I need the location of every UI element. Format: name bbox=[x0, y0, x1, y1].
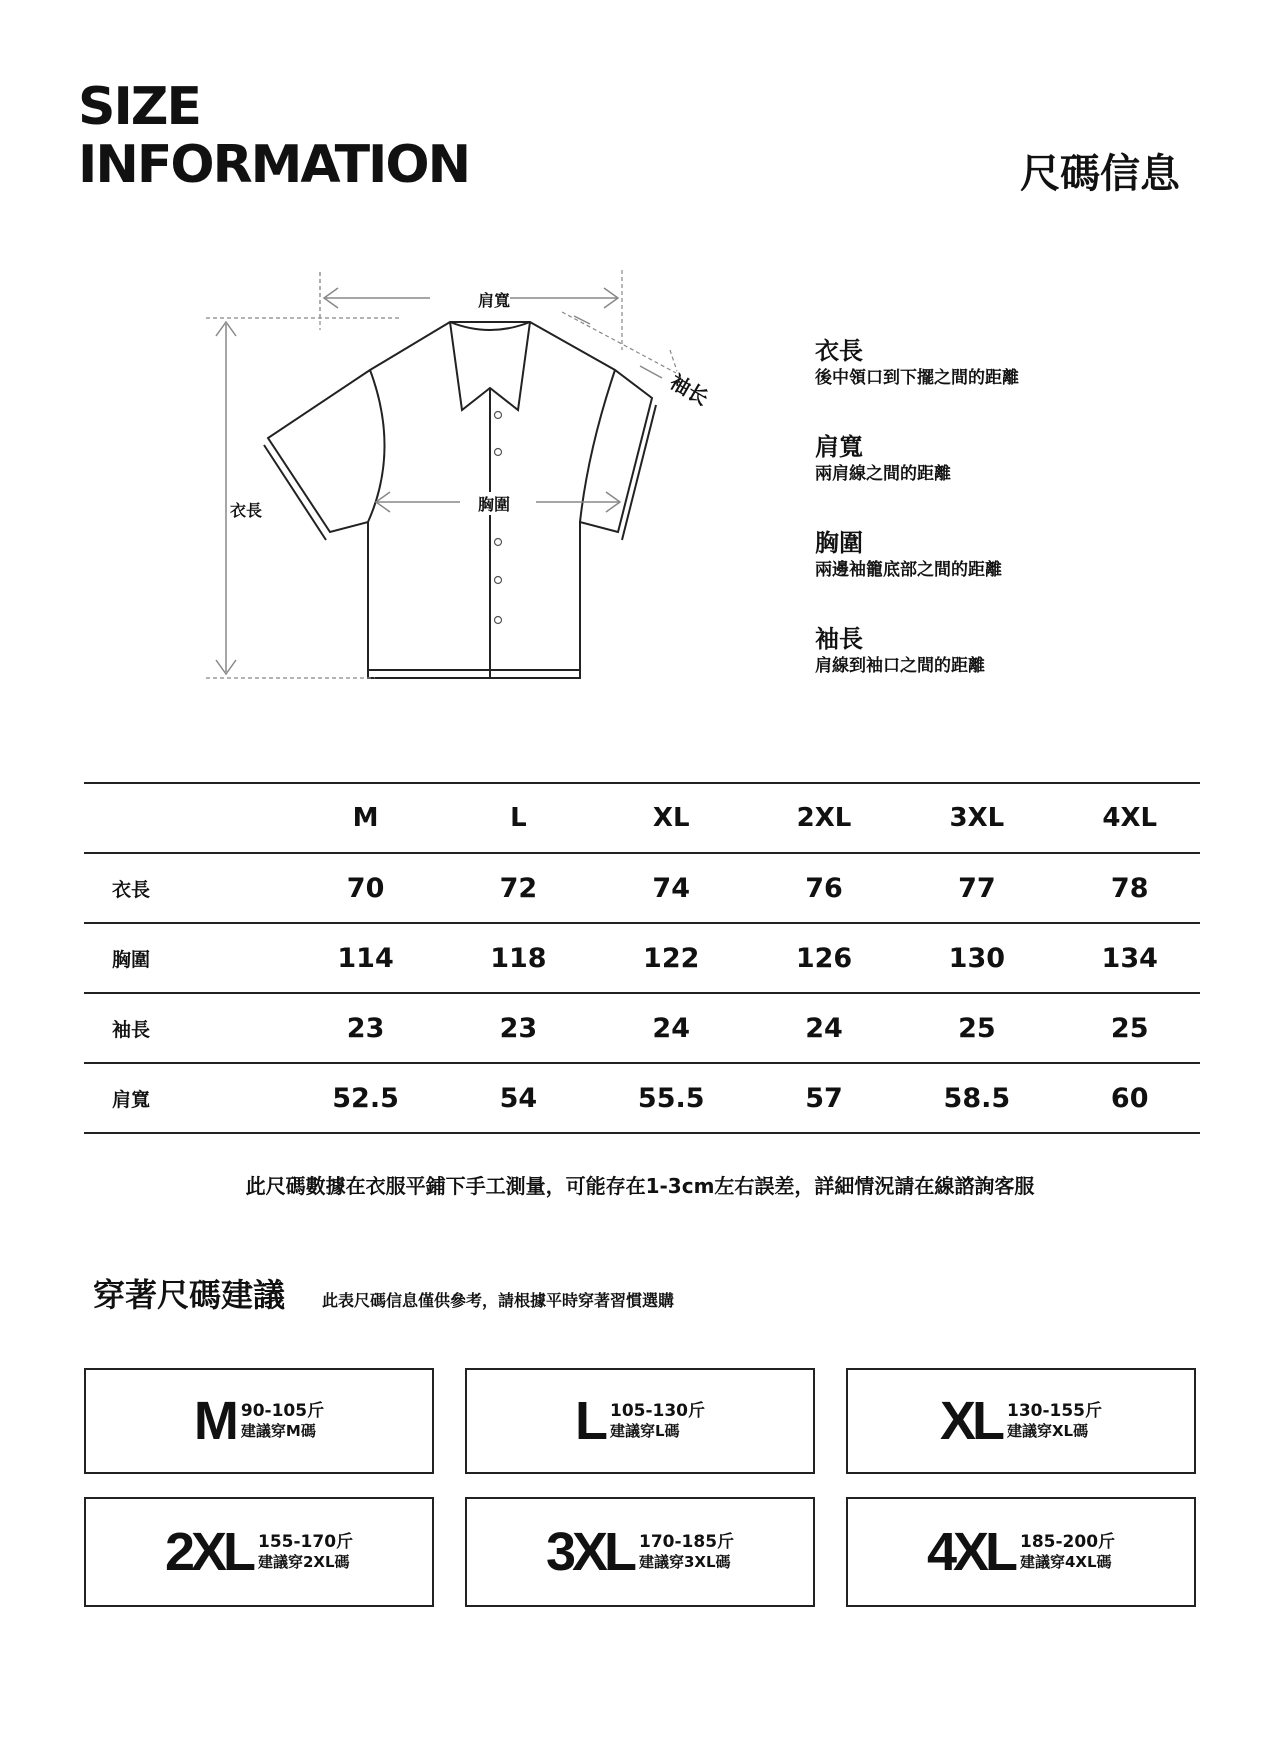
diagram-label-chest: 胸圍 bbox=[478, 492, 510, 515]
table-cell: 55.5 bbox=[637, 1082, 705, 1114]
recommend-card-m bbox=[84, 1368, 434, 1474]
table-cell: 118 bbox=[490, 942, 547, 974]
recommend-size: M bbox=[193, 1391, 235, 1451]
table-cell: 76 bbox=[805, 872, 843, 904]
table-cell: 24 bbox=[805, 1012, 843, 1044]
recommend-weight: 90-105斤 bbox=[240, 1401, 325, 1421]
table-cell: 58.5 bbox=[943, 1082, 1011, 1114]
legend-term: 袖長 bbox=[815, 625, 863, 653]
recommend-size: 2XL bbox=[164, 1522, 252, 1582]
recommend-weight: 130-155斤 bbox=[1006, 1401, 1103, 1421]
recommend-info bbox=[639, 1532, 734, 1572]
title-line-information: INFORMATION bbox=[78, 135, 470, 195]
diagram-label-sleeve: 袖长 bbox=[665, 366, 714, 411]
table-row bbox=[84, 1063, 1200, 1133]
recommend-size: 3XL bbox=[545, 1522, 633, 1582]
recommend-card-l bbox=[465, 1368, 815, 1474]
table-header-row bbox=[84, 783, 1200, 853]
table-header-cell: M bbox=[352, 803, 379, 833]
shirt-illustration bbox=[200, 270, 760, 690]
row-label: 袖長 bbox=[112, 1018, 151, 1041]
title-line-size: SIZE bbox=[78, 77, 201, 137]
legend-desc: 肩線到袖口之間的距離 bbox=[815, 656, 985, 676]
legend-item-shoulder bbox=[815, 432, 951, 486]
recommend-weight: 105-130斤 bbox=[609, 1401, 706, 1421]
recommend-card-xl bbox=[846, 1368, 1196, 1474]
recommend-suggest: 建議穿4XL碼 bbox=[1020, 1553, 1112, 1571]
recommend-card-3xl bbox=[465, 1497, 815, 1607]
recommend-info bbox=[1007, 1401, 1102, 1441]
table-cell: 77 bbox=[958, 872, 996, 904]
diagram-label-shoulder: 肩寬 bbox=[478, 288, 510, 311]
table-header-cell: L bbox=[510, 803, 527, 833]
table-header-cell: 4XL bbox=[1102, 803, 1158, 833]
recommend-suggest: 建議穿M碼 bbox=[240, 1422, 316, 1440]
legend-desc: 後中領口到下擺之間的距離 bbox=[815, 368, 1019, 388]
table-corner bbox=[84, 783, 283, 853]
recommend-weight: 170-185斤 bbox=[639, 1532, 735, 1552]
table-header-cell: XL bbox=[652, 803, 690, 833]
table-cell: 52.5 bbox=[332, 1082, 399, 1114]
recommend-info bbox=[1020, 1532, 1115, 1572]
recommend-info bbox=[610, 1401, 705, 1441]
diagram-label-length: 衣長 bbox=[230, 498, 262, 521]
row-label: 肩寬 bbox=[112, 1088, 151, 1111]
table-cell: 23 bbox=[346, 1012, 385, 1044]
table-cell: 78 bbox=[1110, 872, 1149, 904]
table-header-cell: 2XL bbox=[796, 803, 852, 833]
table-cell: 57 bbox=[805, 1082, 843, 1114]
table-cell: 134 bbox=[1101, 942, 1158, 974]
recommend-title: 穿著尺碼建議 bbox=[93, 1276, 286, 1314]
measurement-note: 此尺碼數據在衣服平鋪下手工測量，可能存在1-3cm左右誤差，詳細情況請在線諮詢客服 bbox=[245, 1174, 1035, 1198]
legend-desc: 兩邊袖籠底部之間的距離 bbox=[815, 560, 1002, 580]
recommend-suggest: 建議穿XL碼 bbox=[1006, 1422, 1089, 1440]
table-row bbox=[84, 923, 1200, 993]
table-cell: 23 bbox=[499, 1012, 538, 1044]
recommend-size: XL bbox=[939, 1391, 1001, 1451]
recommend-card-2xl bbox=[84, 1497, 434, 1607]
size-table bbox=[84, 782, 1200, 1134]
page-title-cn: 尺碼信息 bbox=[1020, 151, 1180, 197]
recommend-info bbox=[241, 1401, 324, 1441]
legend-term: 肩寬 bbox=[815, 433, 863, 461]
recommend-size: L bbox=[574, 1391, 604, 1451]
table-cell: 72 bbox=[499, 872, 538, 904]
recommend-size: 4XL bbox=[926, 1522, 1014, 1582]
recommend-suggest: 建議穿3XL碼 bbox=[639, 1553, 731, 1571]
table-cell: 126 bbox=[795, 942, 853, 974]
table-cell: 25 bbox=[958, 1012, 996, 1044]
table-cell: 60 bbox=[1110, 1082, 1149, 1114]
table-cell: 70 bbox=[346, 872, 385, 904]
recommend-subtitle: 此表尺碼信息僅供參考，請根據平時穿著習慣選購 bbox=[322, 1291, 675, 1310]
legend-term: 衣長 bbox=[815, 337, 863, 365]
legend-item-length bbox=[815, 336, 1019, 390]
table-row bbox=[84, 853, 1200, 923]
recommend-weight: 185-200斤 bbox=[1020, 1532, 1116, 1552]
table-header-cell: 3XL bbox=[949, 803, 1005, 833]
shirt-diagram bbox=[200, 270, 760, 690]
table-cell: 24 bbox=[652, 1012, 690, 1044]
recommend-card-4xl bbox=[846, 1497, 1196, 1607]
recommend-suggest: 建議穿L碼 bbox=[609, 1422, 680, 1440]
table-cell: 74 bbox=[652, 872, 690, 904]
table-cell: 114 bbox=[337, 942, 394, 974]
legend-term: 胸圍 bbox=[815, 529, 863, 557]
legend-desc: 兩肩線之間的距離 bbox=[815, 464, 951, 484]
row-label: 衣長 bbox=[112, 878, 151, 901]
table-cell: 130 bbox=[948, 942, 1006, 974]
table-row bbox=[84, 993, 1200, 1063]
recommend-weight: 155-170斤 bbox=[258, 1532, 354, 1552]
recommend-info bbox=[258, 1532, 353, 1572]
legend-item-chest bbox=[815, 528, 1002, 582]
recommend-suggest: 建議穿2XL碼 bbox=[258, 1553, 350, 1571]
table-cell: 54 bbox=[499, 1082, 538, 1114]
table-cell: 122 bbox=[643, 942, 700, 974]
page-title-en bbox=[78, 78, 469, 194]
table-cell: 25 bbox=[1110, 1012, 1149, 1044]
legend-item-sleeve bbox=[815, 624, 985, 678]
row-label: 胸圍 bbox=[112, 948, 151, 971]
